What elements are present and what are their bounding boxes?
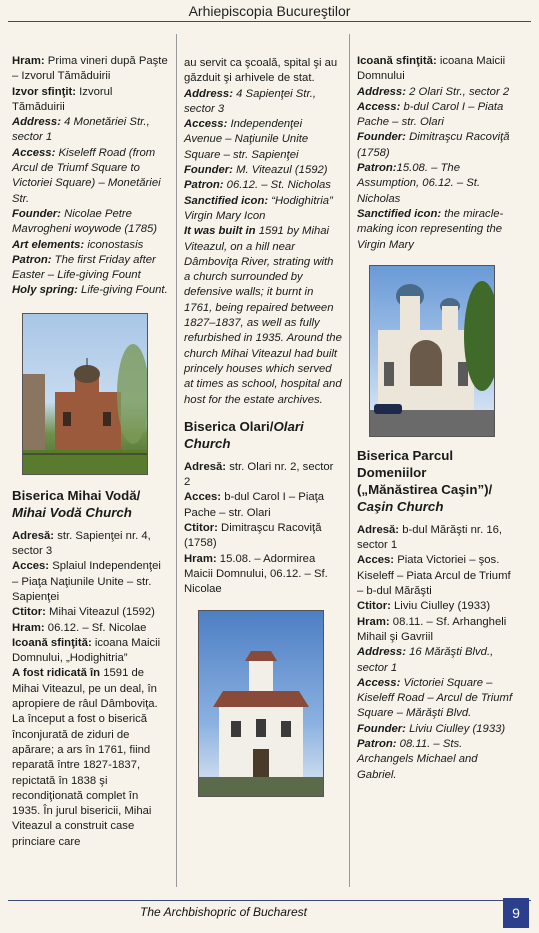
value: Mihai Viteazul (1592) [45, 606, 155, 619]
value: 08.11. – Sts. Archangels Michael and Gabriel. [357, 738, 478, 781]
section-heading-en: Mihai Vodă Church [12, 504, 132, 520]
value: Liviu Ciulley (1933) [405, 722, 506, 735]
column-2 [184, 56, 342, 797]
label: Izvor sfinţit: [12, 85, 77, 98]
value: icoana Maicii Domnului, „Hodighitria” [12, 636, 161, 665]
label: Hram: [184, 552, 217, 565]
value: Dimitraşcu Racoviţă (1758) [357, 131, 510, 159]
value: str. Sapienţei nr. 4, sector 3 [12, 529, 151, 558]
value: Izvorul Tămăduirii [12, 85, 113, 113]
value: b-dul Mărăşti nr. 16, sector 1 [357, 523, 503, 552]
value: 16 Mărăşti Blvd., sector 1 [357, 646, 494, 674]
value: 08.11. – Sf. Arhangheli Mihail şi Gavriil [357, 615, 507, 643]
value: Liviu Ciulley (1933) [390, 600, 491, 613]
label: Patron: [357, 162, 397, 175]
value: the miracle-making icon representing the Virgin Mary [357, 207, 504, 251]
label: Sanctified icon: [357, 207, 442, 220]
casin-church-photo [369, 265, 495, 437]
label: Founder: [357, 131, 406, 144]
label: Acces: [357, 554, 395, 567]
heading-en: Olari Church [184, 418, 304, 451]
value: M. Viteazul (1592) [232, 164, 328, 177]
footer-divider [8, 900, 531, 901]
label: Address: [12, 116, 61, 129]
value: b-dul Carol I – Piaţa Pache – str. Olari [184, 491, 325, 519]
label: Acces: [184, 491, 222, 504]
value: str. Olari nr. 2, sector 2 [184, 460, 334, 489]
value: 4 Monetăriei Str., sector 1 [12, 116, 150, 144]
value: Life-giving Fount. [77, 284, 168, 297]
label: Address: [184, 87, 233, 100]
label: Address: [357, 85, 406, 98]
footer-title: The Archbishopric of Bucharest [140, 905, 307, 919]
section-heading [184, 418, 342, 452]
label: Adresă: [12, 529, 55, 542]
header-divider [8, 21, 531, 22]
label: A fost ridicată în [12, 667, 101, 680]
olari-church-photo [198, 610, 324, 797]
value: Victoriei Square – Kiseleff Road – Arcul de Triumf Square – Mărăşti Blvd. [357, 676, 513, 720]
label: Patron: [184, 179, 224, 192]
church-illustration [23, 314, 147, 474]
label: Holy spring: [12, 284, 78, 297]
section-heading: Biserica Parcul Domeniilor [357, 447, 454, 480]
value: Splaiul Independenţei – Piaţa Naţiunile Unite – str. Sapienţei [12, 560, 161, 603]
value: 15.08. – The Assumption, 06.12. – St. Nicholas [357, 162, 481, 205]
mihai-voda-church-photo [22, 313, 148, 475]
label: Hram: [12, 55, 45, 67]
paragraph: au servit ca şcoală, spital şi au găzduit şi arhivele de stat. [184, 57, 338, 85]
label: Icoană sfinţită: [357, 55, 437, 67]
value: 1591 by Mihai Viteazul, on a hill near Dâmboviţa River, strating with a church surrounded by defensive walls; it burnt in 1761, being repaired between 1827–1837, as well as fully refurbished in 1935. Around the church Mihai Viteazul had built princely houses which served at times as school, hospital and host for the estate archives. [184, 225, 342, 406]
value: 4 Sapienţei Str., sector 3 [184, 87, 317, 115]
label: Founder: [12, 207, 61, 220]
label: Adresă: [357, 523, 400, 536]
section-heading: Biserica Mihai Vodă/ [12, 487, 141, 503]
value: Dimitraşcu Racoviţă (1758) [184, 522, 322, 550]
label: Address: [357, 646, 406, 659]
column-divider [349, 34, 350, 887]
value: The first Friday after Easter – Life-giving Fount [12, 253, 156, 282]
label: Patron: [12, 253, 52, 266]
label: Ctitor: [184, 522, 218, 535]
section-heading: („Mănăstirea Caşin”)/ [357, 481, 493, 497]
label: Ctitor: [12, 606, 46, 619]
page-header: Arhiepiscopia Bucureştilor [188, 3, 351, 19]
label: Patron: [357, 738, 397, 751]
label: Sanctified icon: [184, 194, 269, 207]
value: 06.12. – St. Nicholas [223, 179, 331, 192]
column-3 [357, 54, 517, 783]
value: iconostasis [84, 238, 144, 251]
label: Hram: [12, 621, 45, 634]
value: b-dul Carol I – Piata Pache – str. Olari [357, 100, 504, 129]
label: Founder: [184, 164, 233, 177]
label: Access: [357, 676, 401, 689]
label: Icoană sfinţită: [12, 636, 92, 649]
value: 1591 de Mihai Viteazul, pe un deal, în apropiere de râul Dâmboviţa. La început a fost o biserică înconjurată de ziduri de apărare; a ars în 1761, fiind reparată între 1827-1837, repictată în 1838 şi recondiţionată complet în 1935. În jurul bisericii, Mihai Viteazul a construit case princiare care [12, 667, 158, 848]
value: Independenţei Avenue – Naţiunile Unite Square – str. Sapienţei [184, 118, 309, 161]
label: Adresă: [184, 460, 227, 473]
label: It was built in [184, 225, 256, 238]
label: Access: [12, 146, 56, 159]
heading-ro: Biserica Olari/ [184, 418, 274, 434]
column-1 [12, 54, 168, 850]
value: Prima vineri după Paşte – Izvorul Tămăduirii [12, 55, 168, 83]
value: Nicolae Petre Mavrogheni woywode (1785) [12, 207, 158, 236]
value: “Hodighitria” Virgin Mary Icon [184, 194, 333, 222]
section-heading-en: Caşin Church [357, 498, 444, 514]
value: 15.08. – Adormirea Maicii Domnului, 06.12. – Sf. Nicolae [184, 552, 328, 596]
label: Founder: [357, 722, 406, 735]
column-divider [176, 34, 177, 887]
church-illustration [370, 266, 494, 436]
church-illustration [199, 611, 323, 796]
label: Access: [357, 100, 401, 113]
label: Hram: [357, 615, 390, 628]
value: icoana Maicii Domnului [357, 55, 506, 83]
value: 2 Olari Str., sector 2 [405, 85, 510, 98]
page-number: 9 [503, 898, 529, 928]
value: Kiseleff Road (from Arcul de Triumf Square to Victoriei Square) – Monetăriei Str. [12, 146, 161, 205]
value: 06.12. – Sf. Nicolae [44, 621, 147, 634]
label: Art elements: [12, 238, 85, 251]
label: Ctitor: [357, 600, 391, 613]
label: Access: [184, 118, 228, 131]
value: Piata Victoriei – şos. Kiseleff – Piata Arcul de Triumf – b-dul Mărăşti [357, 554, 511, 598]
label: Acces: [12, 560, 50, 573]
